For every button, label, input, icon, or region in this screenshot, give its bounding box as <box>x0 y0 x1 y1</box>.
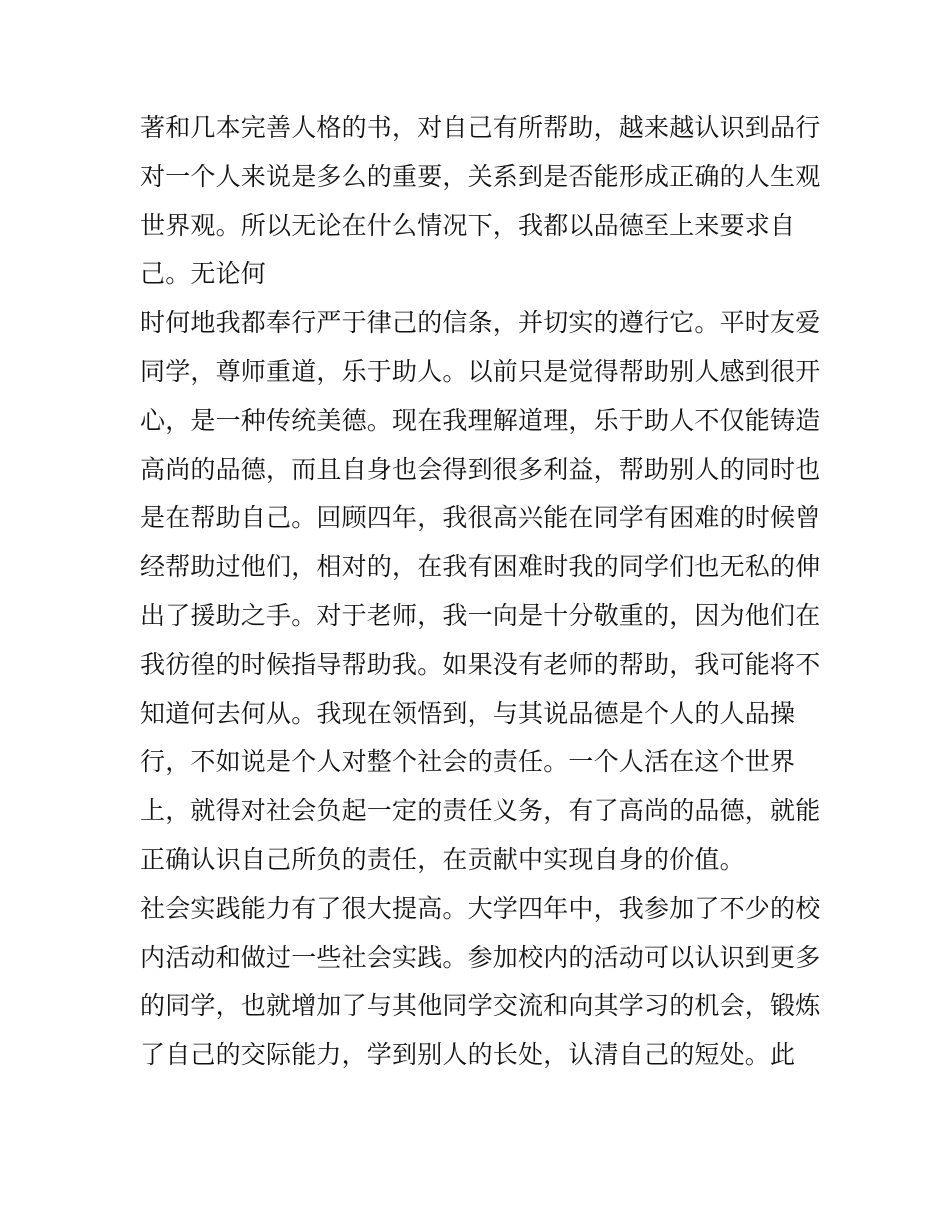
text-line-14: 行，不如说是个人对整个社会的责任。一个人活在这个世界 <box>140 747 796 777</box>
text-line-15: 上，就得对社会负起一定的责任义务，有了高尚的品德，就能 <box>140 796 821 826</box>
text-line-13: 知道何去何从。我现在领悟到，与其说品德是个人的人品操 <box>140 698 796 728</box>
text-line-7: 心，是一种传统美德。现在我理解道理，乐于助人不仅能铸造 <box>140 405 821 435</box>
text-line-12: 我彷徨的时候指导帮助我。如果没有老师的帮助，我可能将不 <box>140 649 821 679</box>
text-line-16: 正确认识自己所负的责任，在贡献中实现自身的价值。 <box>140 844 745 874</box>
text-line-18: 内活动和做过一些社会实践。参加校内的活动可以认识到更多 <box>140 942 821 972</box>
text-line-6: 同学，尊师重道，乐于助人。以前只是觉得帮助别人感到很开 <box>140 356 821 386</box>
text-line-2: 对一个人来说是多么的重要，关系到是否能形成正确的人生观 <box>140 161 821 191</box>
text-line-20: 了自己的交际能力，学到别人的长处，认清自己的短处。此 <box>140 1040 796 1070</box>
body-text <box>140 104 820 1080</box>
text-line-3: 世界观。所以无论在什么情况下，我都以品德至上来要求自 <box>140 210 796 240</box>
text-line-17: 社会实践能力有了很大提高。大学四年中，我参加了不少的校 <box>140 893 821 923</box>
text-line-9: 是在帮助自己。回顾四年，我很高兴能在同学有困难的时候曾 <box>140 503 821 533</box>
text-line-8: 高尚的品德，而且自身也会得到很多利益，帮助别人的同时也 <box>140 454 821 484</box>
text-line-19: 的同学，也就增加了与其他同学交流和向其学习的机会，锻炼 <box>140 991 821 1021</box>
text-line-5: 时何地我都奉行严于律己的信条，并切实的遵行它。平时友爱 <box>140 308 821 338</box>
text-line-4: 己。无论何 <box>140 259 267 289</box>
text-line-10: 经帮助过他们，相对的，在我有困难时我的同学们也无私的伸 <box>140 552 821 582</box>
text-line-1: 著和几本完善人格的书，对自己有所帮助，越来越认识到品行 <box>140 113 821 142</box>
text-line-11: 出了援助之手。对于老师，我一向是十分敬重的，因为他们在 <box>140 600 821 630</box>
